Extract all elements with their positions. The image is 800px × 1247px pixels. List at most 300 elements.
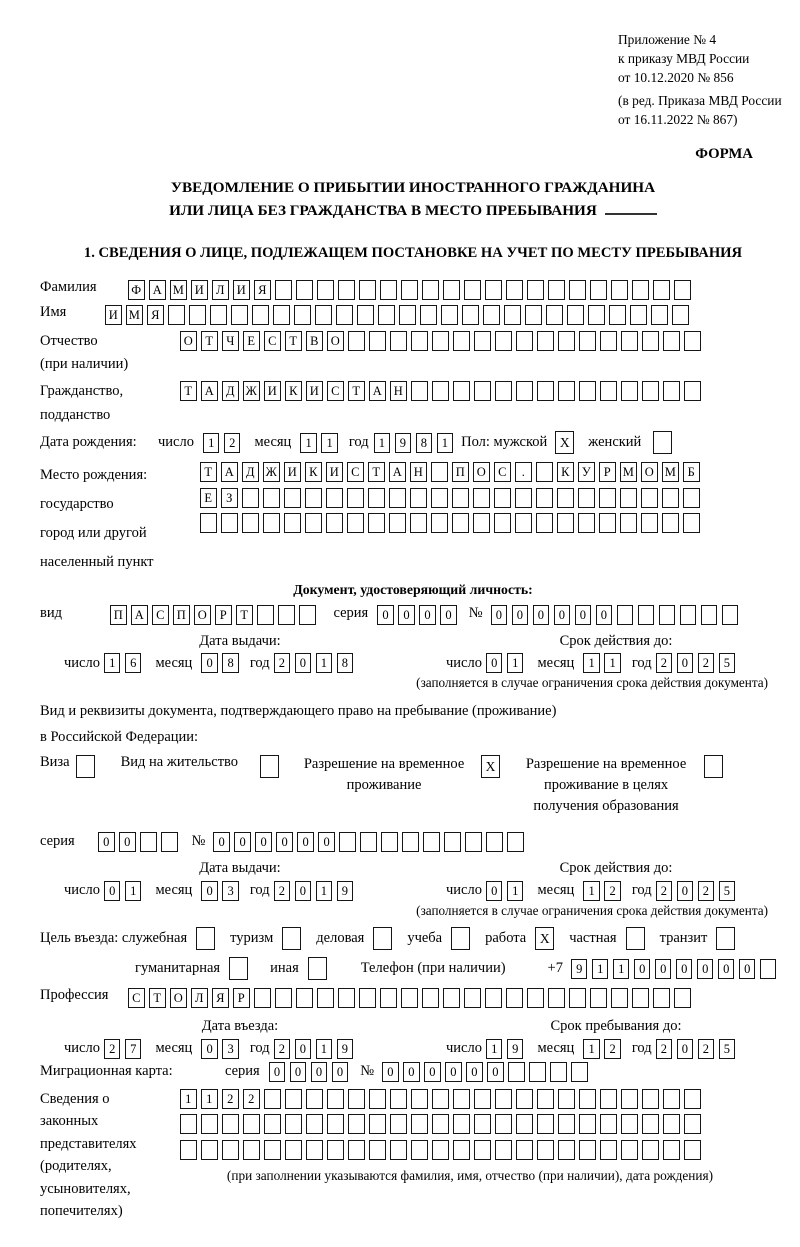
form-cell[interactable] [200,513,217,533]
form-cell[interactable] [537,1114,554,1134]
form-cell[interactable] [600,1089,617,1109]
form-cell[interactable] [506,280,523,300]
form-cell[interactable] [444,832,461,852]
form-cell[interactable] [284,488,301,508]
form-cell[interactable]: 1 [316,881,333,901]
form-cell[interactable] [722,605,739,625]
form-cell[interactable]: Д [242,462,259,482]
form-cell[interactable] [264,1089,281,1109]
form-cell[interactable] [222,1114,239,1134]
form-cell[interactable] [443,988,460,1008]
form-cell[interactable]: . [515,462,532,482]
visa-checkbox[interactable] [76,755,95,778]
form-cell[interactable] [263,513,280,533]
form-cell[interactable] [642,381,659,401]
form-cell[interactable]: Я [212,988,229,1008]
form-cell[interactable]: 0 [676,959,693,979]
form-cell[interactable] [590,280,607,300]
form-cell[interactable] [590,988,607,1008]
form-cell[interactable] [201,1114,218,1134]
form-cell[interactable] [663,1140,680,1160]
form-cell[interactable]: 2 [698,881,715,901]
form-cell[interactable] [285,1089,302,1109]
form-cell[interactable] [537,1140,554,1160]
form-cell[interactable] [474,381,491,401]
form-cell[interactable]: 8 [416,433,433,453]
form-cell[interactable]: 0 [213,832,230,852]
form-cell[interactable]: 0 [201,881,218,901]
form-cell[interactable] [659,605,676,625]
form-cell[interactable] [423,832,440,852]
form-cell[interactable] [347,513,364,533]
form-cell[interactable] [527,280,544,300]
form-cell[interactable]: 9 [571,959,588,979]
form-cell[interactable]: У [578,462,595,482]
form-cell[interactable] [516,1114,533,1134]
form-cell[interactable]: 3 [222,881,239,901]
form-cell[interactable] [348,331,365,351]
form-cell[interactable]: К [305,462,322,482]
form-cell[interactable]: Н [410,462,427,482]
form-cell[interactable]: 0 [276,832,293,852]
form-cell[interactable] [550,1062,567,1082]
form-cell[interactable]: 5 [719,653,736,673]
form-cell[interactable] [390,1089,407,1109]
form-cell[interactable] [441,305,458,325]
form-cell[interactable]: 0 [596,605,613,625]
form-cell[interactable]: 1 [583,653,600,673]
form-cell[interactable]: 1 [180,1089,197,1109]
form-cell[interactable] [516,1089,533,1109]
form-cell[interactable] [348,1114,365,1134]
form-cell[interactable]: 2 [656,1039,673,1059]
form-cell[interactable]: 0 [445,1062,462,1082]
form-cell[interactable] [506,988,523,1008]
form-cell[interactable]: Л [191,988,208,1008]
form-cell[interactable]: 2 [274,1039,291,1059]
form-cell[interactable] [432,381,449,401]
purpose-chastnaya-checkbox[interactable] [626,927,645,950]
form-cell[interactable] [701,605,718,625]
form-cell[interactable]: Н [390,381,407,401]
form-cell[interactable] [275,988,292,1008]
form-cell[interactable] [315,305,332,325]
form-cell[interactable] [638,605,655,625]
form-cell[interactable] [683,513,700,533]
form-cell[interactable]: 1 [437,433,454,453]
form-cell[interactable]: Е [243,331,260,351]
form-cell[interactable] [378,305,395,325]
form-cell[interactable] [683,488,700,508]
form-cell[interactable] [317,988,334,1008]
form-cell[interactable]: 2 [604,881,621,901]
form-cell[interactable] [508,1062,525,1082]
form-cell[interactable] [653,280,670,300]
form-cell[interactable] [662,488,679,508]
form-cell[interactable]: 0 [677,1039,694,1059]
form-cell[interactable]: И [264,381,281,401]
form-cell[interactable]: В [306,331,323,351]
form-cell[interactable]: Т [236,605,253,625]
form-cell[interactable] [525,305,542,325]
form-cell[interactable]: 2 [104,1039,121,1059]
form-cell[interactable]: 0 [697,959,714,979]
purpose-sluzhebnaya-checkbox[interactable] [196,927,215,950]
form-cell[interactable] [515,513,532,533]
form-cell[interactable] [305,488,322,508]
form-cell[interactable] [611,280,628,300]
form-cell[interactable]: Я [147,305,164,325]
form-cell[interactable] [380,988,397,1008]
form-cell[interactable] [621,1114,638,1134]
form-cell[interactable] [242,513,259,533]
form-cell[interactable] [578,513,595,533]
form-cell[interactable] [474,1140,491,1160]
form-cell[interactable] [558,1114,575,1134]
form-cell[interactable]: П [452,462,469,482]
form-cell[interactable] [516,331,533,351]
form-cell[interactable] [296,280,313,300]
form-cell[interactable]: 8 [337,653,354,673]
form-cell[interactable] [494,513,511,533]
form-cell[interactable]: М [126,305,143,325]
form-cell[interactable] [546,305,563,325]
form-cell[interactable]: А [149,280,166,300]
form-cell[interactable]: 0 [311,1062,328,1082]
form-cell[interactable] [368,488,385,508]
form-cell[interactable] [296,988,313,1008]
form-cell[interactable] [495,1140,512,1160]
form-cell[interactable] [284,513,301,533]
form-cell[interactable] [327,1140,344,1160]
form-cell[interactable]: 9 [337,881,354,901]
form-cell[interactable]: 2 [604,1039,621,1059]
form-cell[interactable]: 1 [613,959,630,979]
form-cell[interactable] [507,832,524,852]
form-cell[interactable] [486,832,503,852]
form-cell[interactable] [495,1114,512,1134]
form-cell[interactable]: 0 [119,832,136,852]
form-cell[interactable] [579,381,596,401]
form-cell[interactable]: 0 [269,1062,286,1082]
form-cell[interactable]: Е [200,488,217,508]
form-cell[interactable] [348,1089,365,1109]
form-cell[interactable] [684,1140,701,1160]
form-cell[interactable]: 1 [300,433,317,453]
form-cell[interactable] [465,832,482,852]
form-cell[interactable] [515,488,532,508]
form-cell[interactable] [327,1114,344,1134]
form-cell[interactable] [558,331,575,351]
form-cell[interactable]: 0 [201,1039,218,1059]
form-cell[interactable]: 5 [719,881,736,901]
form-cell[interactable]: 0 [554,605,571,625]
form-cell[interactable]: 0 [403,1062,420,1082]
form-cell[interactable]: С [152,605,169,625]
form-cell[interactable]: 1 [592,959,609,979]
form-cell[interactable] [537,331,554,351]
form-cell[interactable] [558,1140,575,1160]
form-cell[interactable] [557,513,574,533]
form-cell[interactable] [536,462,553,482]
form-cell[interactable] [569,988,586,1008]
purpose-turizm-checkbox[interactable] [282,927,301,950]
form-cell[interactable] [504,305,521,325]
form-cell[interactable]: 8 [222,653,239,673]
form-cell[interactable]: 1 [507,881,524,901]
form-cell[interactable] [443,280,460,300]
form-cell[interactable]: И [284,462,301,482]
form-cell[interactable] [180,1114,197,1134]
form-cell[interactable] [369,1140,386,1160]
form-cell[interactable] [611,988,628,1008]
form-cell[interactable] [327,1089,344,1109]
form-cell[interactable] [558,381,575,401]
form-cell[interactable]: 0 [440,605,457,625]
form-cell[interactable]: 1 [583,1039,600,1059]
form-cell[interactable] [537,1089,554,1109]
form-cell[interactable]: О [327,331,344,351]
form-cell[interactable] [243,1114,260,1134]
form-cell[interactable] [273,305,290,325]
form-cell[interactable] [359,988,376,1008]
form-cell[interactable]: 0 [398,605,415,625]
form-cell[interactable] [536,488,553,508]
form-cell[interactable]: К [557,462,574,482]
form-cell[interactable]: 1 [203,433,220,453]
form-cell[interactable] [529,1062,546,1082]
form-cell[interactable]: Б [683,462,700,482]
form-cell[interactable] [620,488,637,508]
form-cell[interactable]: 2 [656,881,673,901]
form-cell[interactable] [180,1140,197,1160]
form-cell[interactable]: А [389,462,406,482]
form-cell[interactable] [432,1114,449,1134]
form-cell[interactable] [558,1089,575,1109]
form-cell[interactable]: 0 [382,1062,399,1082]
form-cell[interactable]: 0 [295,653,312,673]
form-cell[interactable] [662,513,679,533]
form-cell[interactable]: 0 [634,959,651,979]
form-cell[interactable] [600,381,617,401]
form-cell[interactable]: 0 [655,959,672,979]
form-cell[interactable]: 2 [656,653,673,673]
form-cell[interactable] [390,331,407,351]
form-cell[interactable]: Т [285,331,302,351]
form-cell[interactable] [474,1089,491,1109]
form-cell[interactable] [621,1089,638,1109]
form-cell[interactable] [231,305,248,325]
form-cell[interactable] [617,605,634,625]
form-cell[interactable]: 1 [316,1039,333,1059]
form-cell[interactable]: Р [215,605,232,625]
form-cell[interactable]: К [285,381,302,401]
form-cell[interactable] [600,1114,617,1134]
form-cell[interactable]: 3 [222,1039,239,1059]
form-cell[interactable]: Я [254,280,271,300]
form-cell[interactable]: М [620,462,637,482]
form-cell[interactable]: 0 [739,959,756,979]
form-cell[interactable] [401,988,418,1008]
form-cell[interactable] [557,488,574,508]
form-cell[interactable] [431,462,448,482]
form-cell[interactable] [578,488,595,508]
form-cell[interactable] [348,1140,365,1160]
form-cell[interactable] [494,488,511,508]
form-cell[interactable]: 0 [290,1062,307,1082]
form-cell[interactable] [221,513,238,533]
form-cell[interactable] [189,305,206,325]
form-cell[interactable] [360,832,377,852]
form-cell[interactable] [600,331,617,351]
form-cell[interactable] [432,1140,449,1160]
form-cell[interactable] [410,513,427,533]
form-cell[interactable]: 0 [377,605,394,625]
form-cell[interactable] [369,331,386,351]
temp-residence-edu-checkbox[interactable] [704,755,723,778]
form-cell[interactable] [278,605,295,625]
form-cell[interactable]: 0 [332,1062,349,1082]
form-cell[interactable] [674,988,691,1008]
form-cell[interactable]: О [170,988,187,1008]
form-cell[interactable] [338,280,355,300]
form-cell[interactable] [359,280,376,300]
form-cell[interactable]: 2 [274,881,291,901]
form-cell[interactable]: 9 [337,1039,354,1059]
form-cell[interactable] [339,832,356,852]
form-cell[interactable] [381,832,398,852]
form-cell[interactable] [621,1140,638,1160]
form-cell[interactable] [548,280,565,300]
form-cell[interactable] [242,488,259,508]
form-cell[interactable]: С [128,988,145,1008]
form-cell[interactable]: П [173,605,190,625]
purpose-gumanitarnaya-checkbox[interactable] [229,957,248,980]
form-cell[interactable] [536,513,553,533]
form-cell[interactable] [760,959,777,979]
form-cell[interactable]: А [131,605,148,625]
form-cell[interactable] [680,605,697,625]
form-cell[interactable] [264,1140,281,1160]
form-cell[interactable]: 2 [698,1039,715,1059]
form-cell[interactable] [210,305,227,325]
form-cell[interactable] [338,988,355,1008]
form-cell[interactable] [663,1089,680,1109]
form-cell[interactable]: З [221,488,238,508]
form-cell[interactable]: 0 [98,832,115,852]
form-cell[interactable] [294,305,311,325]
form-cell[interactable] [641,513,658,533]
form-cell[interactable] [473,513,490,533]
form-cell[interactable]: 1 [486,1039,503,1059]
form-cell[interactable] [453,1140,470,1160]
form-cell[interactable] [569,280,586,300]
form-cell[interactable] [474,1114,491,1134]
temp-residence-checkbox[interactable]: X [481,755,500,778]
form-cell[interactable] [571,1062,588,1082]
form-cell[interactable] [653,988,670,1008]
form-cell[interactable] [161,832,178,852]
purpose-ucheba-checkbox[interactable] [451,927,470,950]
form-cell[interactable]: 0 [718,959,735,979]
form-cell[interactable]: Л [212,280,229,300]
form-cell[interactable] [548,988,565,1008]
form-cell[interactable] [599,488,616,508]
form-cell[interactable]: О [473,462,490,482]
form-cell[interactable] [495,331,512,351]
form-cell[interactable]: Ф [128,280,145,300]
form-cell[interactable]: 0 [575,605,592,625]
form-cell[interactable]: Ж [243,381,260,401]
form-cell[interactable] [389,513,406,533]
form-cell[interactable]: И [233,280,250,300]
form-cell[interactable]: 9 [507,1039,524,1059]
form-cell[interactable]: Т [200,462,217,482]
form-cell[interactable]: Т [368,462,385,482]
form-cell[interactable]: 0 [533,605,550,625]
form-cell[interactable]: 0 [318,832,335,852]
form-cell[interactable] [516,381,533,401]
sex-male-checkbox[interactable]: X [555,431,574,454]
form-cell[interactable]: 0 [424,1062,441,1082]
form-cell[interactable] [527,988,544,1008]
form-cell[interactable]: 1 [125,881,142,901]
form-cell[interactable] [263,488,280,508]
form-cell[interactable] [453,381,470,401]
form-cell[interactable] [485,280,502,300]
purpose-delovaya-checkbox[interactable] [373,927,392,950]
form-cell[interactable]: О [194,605,211,625]
form-cell[interactable] [399,305,416,325]
form-cell[interactable] [368,513,385,533]
form-cell[interactable]: 2 [274,653,291,673]
form-cell[interactable] [369,1114,386,1134]
form-cell[interactable]: О [641,462,658,482]
form-cell[interactable]: Д [222,381,239,401]
form-cell[interactable] [632,280,649,300]
form-cell[interactable] [285,1140,302,1160]
form-cell[interactable] [431,513,448,533]
form-cell[interactable] [390,1140,407,1160]
form-cell[interactable]: 0 [486,653,503,673]
form-cell[interactable] [663,1114,680,1134]
form-cell[interactable]: 0 [677,881,694,901]
form-cell[interactable] [317,280,334,300]
form-cell[interactable] [579,1114,596,1134]
form-cell[interactable] [432,331,449,351]
form-cell[interactable]: 6 [125,653,142,673]
form-cell[interactable] [453,1089,470,1109]
form-cell[interactable] [620,513,637,533]
form-cell[interactable]: 0 [487,1062,504,1082]
form-cell[interactable]: М [662,462,679,482]
form-cell[interactable]: 0 [297,832,314,852]
form-cell[interactable]: 1 [507,653,524,673]
form-cell[interactable] [579,1089,596,1109]
form-cell[interactable]: С [264,331,281,351]
sex-female-checkbox[interactable] [653,431,672,454]
form-cell[interactable]: Т [149,988,166,1008]
form-cell[interactable]: 0 [295,1039,312,1059]
form-cell[interactable] [201,1140,218,1160]
form-cell[interactable] [411,331,428,351]
form-cell[interactable] [452,513,469,533]
form-cell[interactable] [389,488,406,508]
form-cell[interactable]: 0 [512,605,529,625]
form-cell[interactable] [464,280,481,300]
form-cell[interactable] [684,331,701,351]
purpose-rabota-checkbox[interactable]: X [535,927,554,950]
